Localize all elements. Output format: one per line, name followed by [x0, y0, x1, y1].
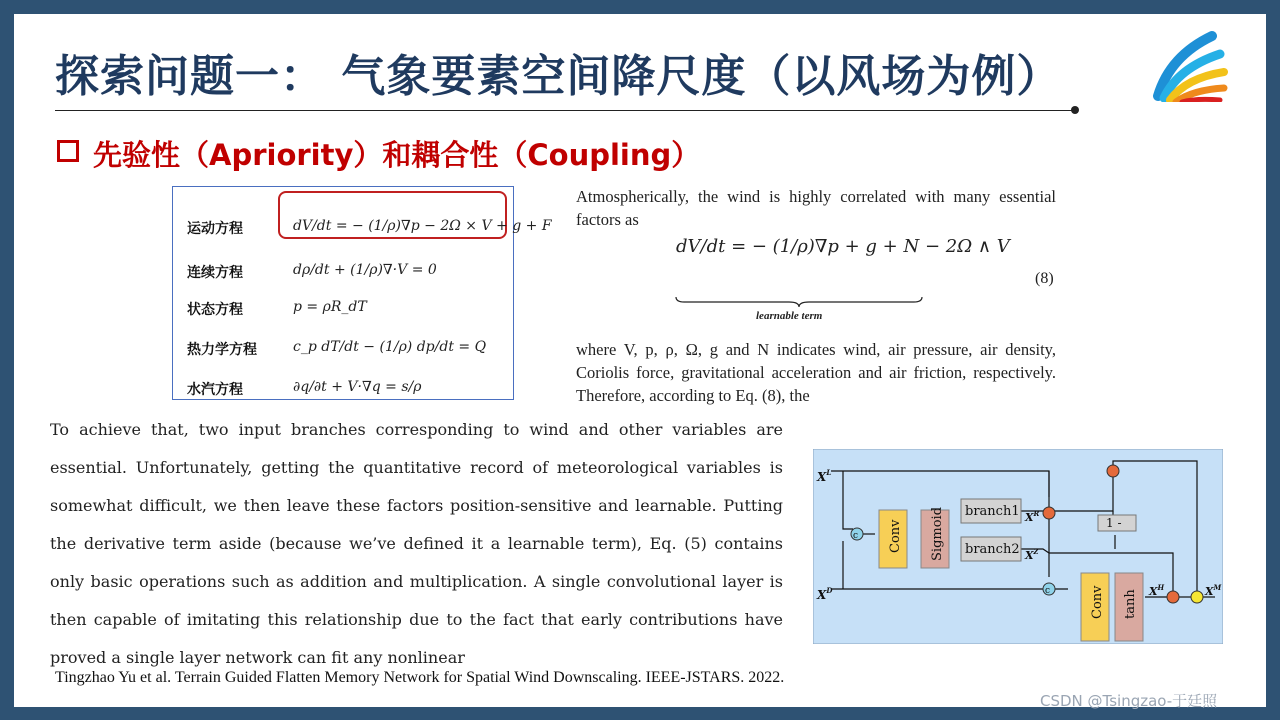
- watermark: CSDN @Tsingzao-于廷照: [1040, 692, 1218, 710]
- conv-label-1: Conv: [888, 519, 903, 553]
- xr-label: $X^R$: [1025, 509, 1040, 524]
- equation-continuity: dρ/dt + (1/ρ)∇·V = 0: [293, 262, 437, 278]
- network-diagram: [813, 449, 1223, 644]
- input-xl-label: $X^L$: [817, 468, 832, 484]
- equation-label-thermo: 热力学方程: [187, 342, 257, 358]
- concat-label-2: c: [1045, 586, 1051, 596]
- branch2-label: branch2: [965, 542, 1020, 557]
- multiply-node-2: [1107, 465, 1119, 477]
- section-heading-text: 先验性（Apriority）和耦合性（Coupling）: [93, 138, 701, 172]
- paper-paragraph-2: where V, p, ρ, Ω, g and N indicates wind, air pressure, air density, Coriolis force, gravitational acceleration and air friction, respectively. Therefore, according to Eq. (8), the: [576, 340, 1056, 405]
- equation-vapor: ∂q/∂t + V·∇q = s/ρ: [293, 379, 422, 395]
- multiply-node-3: [1167, 591, 1179, 603]
- underbrace-icon: [674, 296, 924, 308]
- concat-label-1: c: [853, 531, 859, 541]
- equation-label-motion: 运动方程: [187, 221, 243, 237]
- paper-paragraph-3: To achieve that, two input branches corresponding to wind and other variables are essential. Unfortunately, getting the quantitative record of meteorological variables is somewhat difficult, we then leave these factors position-sensitive and learnable. Putting the derivative term aside (because we’ve defined it a learnable term), Eq. (5) contains only basic operations such as addition and multiplication. A single convolutional layer is then capable of imitating this relationship due to the fact that early contributions have proved a single layer network can fit any nonlinear: [50, 420, 783, 667]
- one-minus-label: 1 -: [1106, 516, 1122, 530]
- checkbox-bullet-icon: [57, 140, 79, 162]
- paper-paragraph-1: Atmospherically, the wind is highly correlated with many essential factors as: [576, 187, 1056, 229]
- title-divider: [55, 110, 1075, 111]
- citation: Tingzhao Yu et al. Terrain Guided Flatten Memory Network for Spatial Wind Downscaling. IEEE-JSTARS. 2022.: [55, 669, 785, 686]
- xm-label: $X^M$: [1205, 583, 1222, 598]
- equation-8: dV/dt = − (1/ρ)∇p + g + N − 2Ω ∧ V: [676, 236, 1010, 257]
- xz-label: $X^Z$: [1025, 547, 1039, 562]
- conv-label-2: Conv: [1090, 585, 1105, 619]
- input-xd-label: $X^D$: [817, 586, 833, 602]
- multiply-node-1: [1043, 507, 1055, 519]
- section-heading: [57, 133, 700, 174]
- equation-label-vapor: 水汽方程: [187, 382, 243, 398]
- branch1-label: branch1: [965, 504, 1020, 519]
- sigmoid-label: Sigmoid: [930, 506, 945, 561]
- logo-icon: [1150, 16, 1236, 102]
- tanh-label: tanh: [1123, 589, 1138, 619]
- divider-endpoint: [1071, 106, 1079, 114]
- equation-motion: dV/dt = − (1/ρ)∇p − 2Ω × V + g + F: [293, 218, 552, 234]
- equation-table: [172, 186, 552, 400]
- xh-label: $X^H$: [1149, 583, 1165, 598]
- equation-number: (8): [1035, 270, 1054, 287]
- equation-state: p = ρR_dT: [293, 299, 367, 315]
- equation-label-state: 状态方程: [187, 302, 243, 318]
- add-node: [1191, 591, 1203, 603]
- equation-thermo: c_p dT/dt − (1/ρ) dp/dt = Q: [293, 339, 487, 355]
- learnable-term-label: learnable term: [756, 310, 823, 322]
- page-title: 探索问题一： 气象要素空间降尺度（以风场为例）: [55, 51, 1062, 102]
- equation-label-continuity: 连续方程: [187, 265, 243, 281]
